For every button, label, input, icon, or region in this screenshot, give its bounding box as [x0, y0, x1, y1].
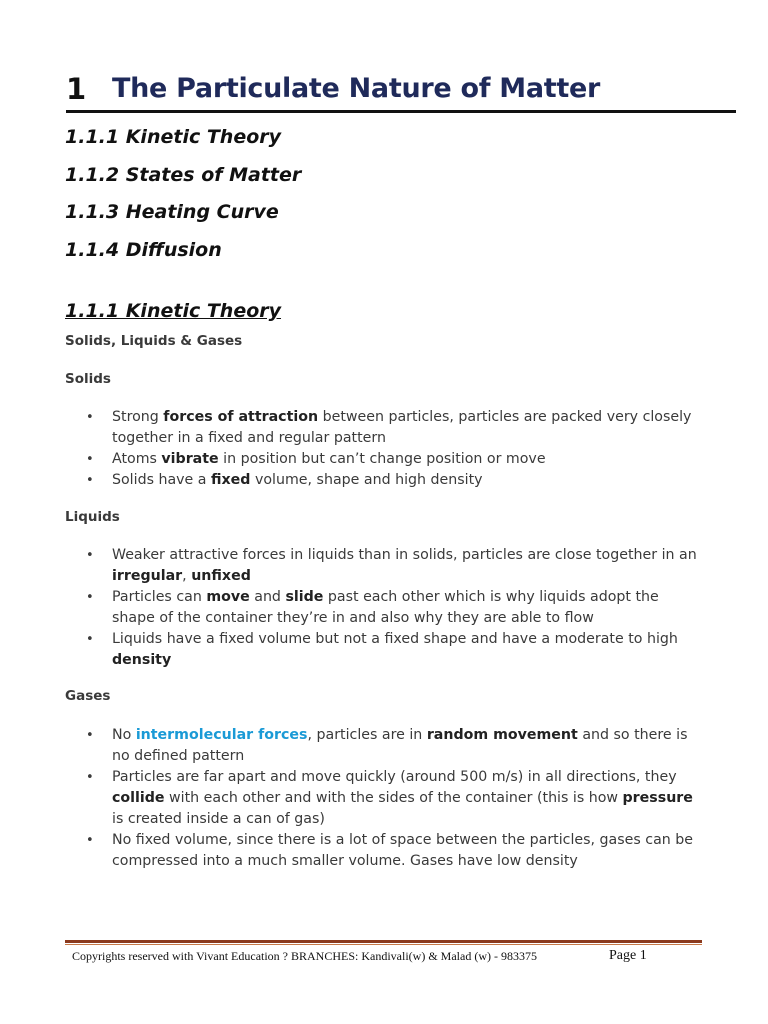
intermolecular-forces-link[interactable]: intermolecular forces: [135, 727, 308, 743]
liquids-list: [86, 545, 706, 671]
chapter-title: The Particulate Nature of Matter: [112, 73, 601, 104]
gases-list: [86, 725, 706, 872]
list-item: • Particles are far apart and move quickly (around 500 m/s) in all directions, they collide with each other and with the sides of the container (this is how pressure is created inside a can of gas): [86, 767, 706, 830]
table-of-contents: [65, 125, 301, 275]
chapter-number: 1: [66, 72, 87, 106]
list-item: • No intermolecular forces, particles are in random movement and so there is no defined pattern: [86, 725, 706, 767]
section-subheading: Solids, Liquids & Gases: [65, 333, 243, 349]
list-item: • Atoms vibrate in position but can’t change position or move: [86, 449, 706, 470]
solids-list: [86, 407, 706, 491]
page-number: Page 1: [609, 948, 647, 963]
toc-item[interactable]: 1.1.3 Heating Curve: [65, 201, 279, 223]
gases-heading: Gases: [65, 688, 111, 704]
liquids-heading: Liquids: [65, 509, 120, 525]
section-heading: 1.1.1 Kinetic Theory: [65, 300, 282, 322]
toc-item[interactable]: 1.1.1 Kinetic Theory: [65, 126, 282, 148]
solids-heading: Solids: [65, 371, 111, 387]
toc-item[interactable]: 1.1.2 States of Matter: [65, 163, 302, 186]
list-item: • No fixed volume, since there is a lot of space between the particles, gases can be compressed into a much smaller volume. Gases have low density: [86, 830, 706, 872]
list-item: • Solids have a fixed volume, shape and high density: [86, 470, 706, 491]
chapter-header: [66, 72, 736, 113]
list-item: • Liquids have a fixed volume but not a fixed shape and have a moderate to high density: [86, 629, 706, 671]
list-item: • Weaker attractive forces in liquids than in solids, particles are close together in an irregular, unfixed: [86, 545, 706, 587]
footer-divider: [65, 940, 702, 943]
list-item: • Strong forces of attraction between particles, particles are packed very closely together in a fixed and regular pattern: [86, 407, 706, 449]
footer-divider-thin: [65, 944, 702, 945]
list-item: • Particles can move and slide past each other which is why liquids adopt the shape of the container they’re in and also why they are able to flow: [86, 587, 706, 629]
footer-copyright: Copyrights reserved with Vivant Education ? BRANCHES: Kandivali(w) & Malad (w) - 983375: [72, 949, 537, 963]
toc-item[interactable]: 1.1.4 Diffusion: [65, 238, 222, 261]
